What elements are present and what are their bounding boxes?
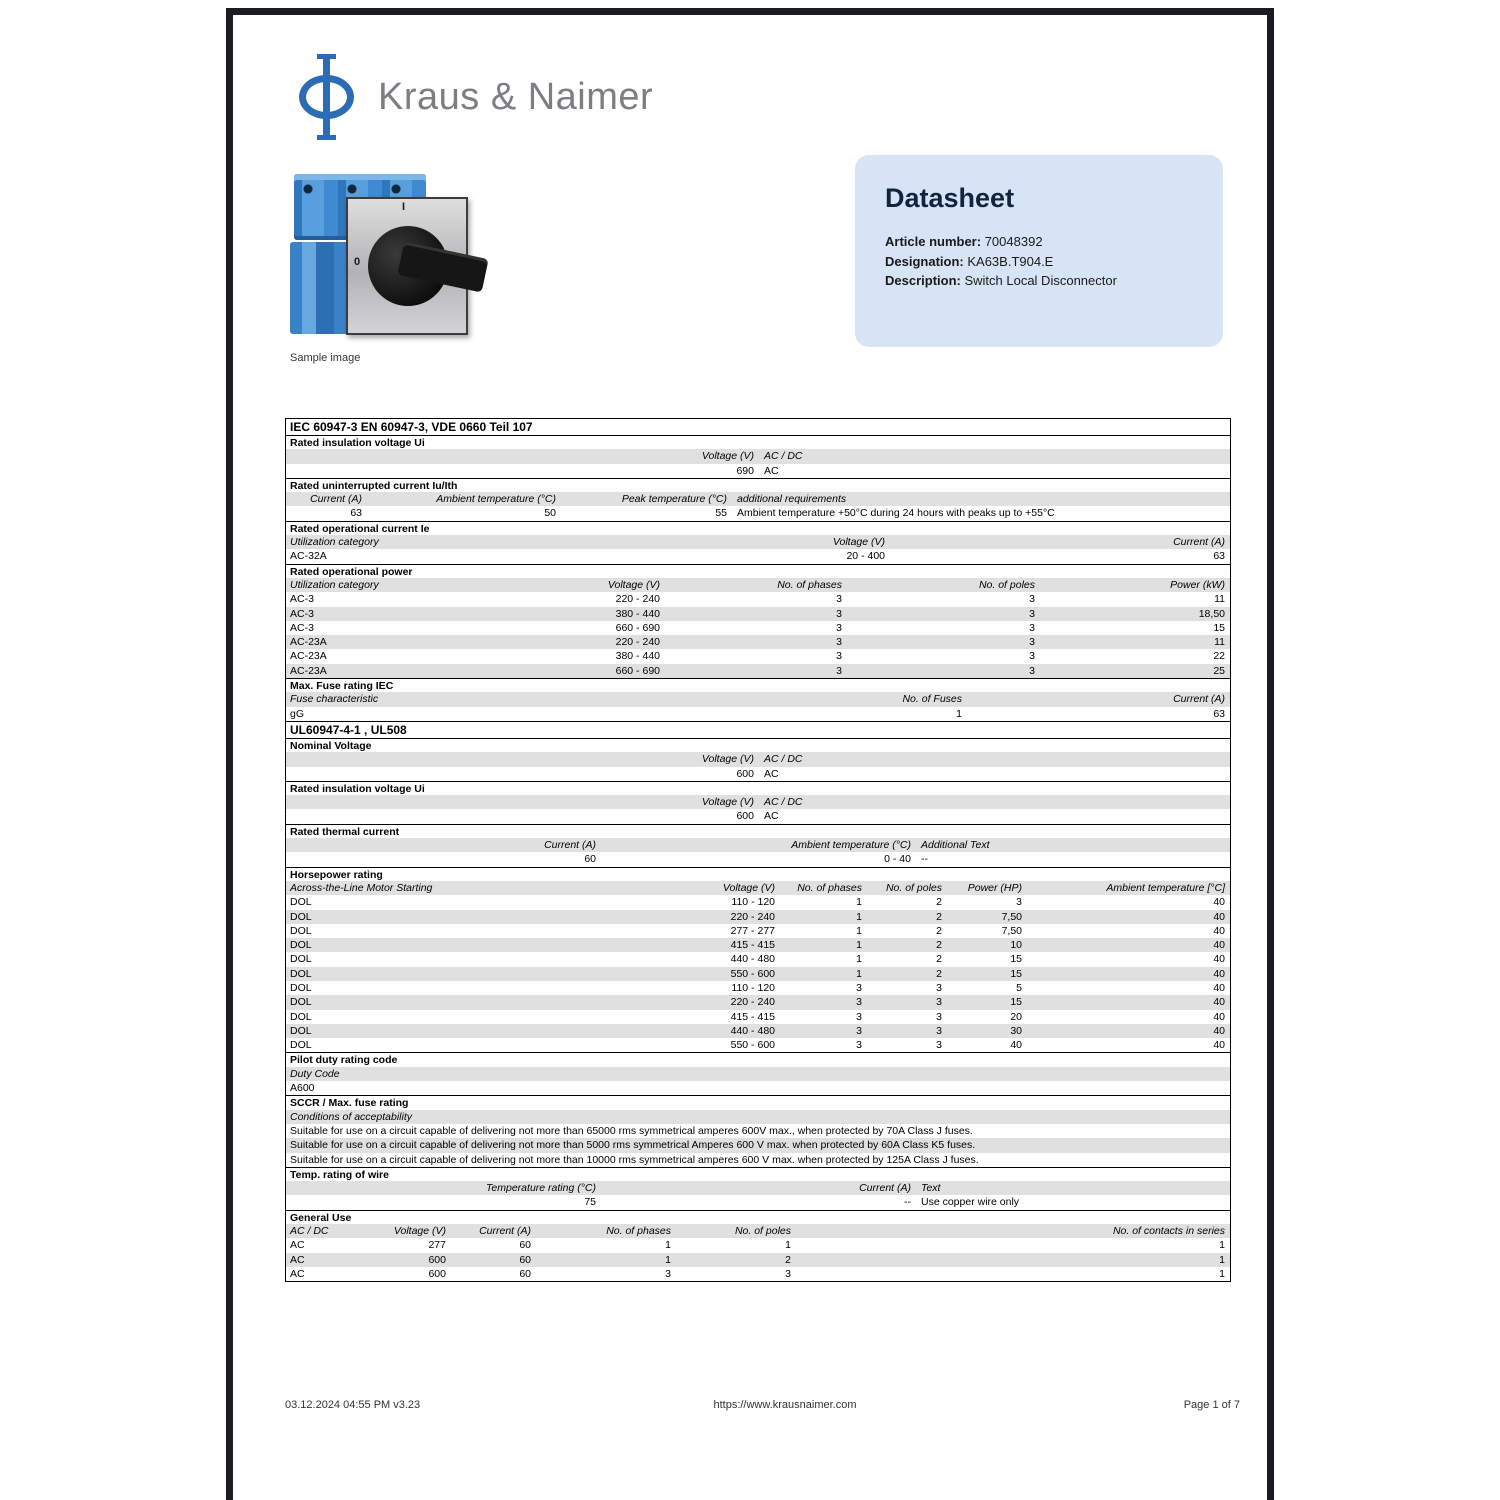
table-cell: 3 [836, 636, 842, 649]
table-cell: No. of contacts in series [1112, 1225, 1225, 1238]
table-data-row [286, 952, 1230, 966]
table-data-row [286, 1138, 1230, 1152]
table-data-row [286, 1024, 1230, 1038]
table-cell: 220 - 240 [730, 996, 775, 1009]
table-cell: 40 [1213, 1039, 1225, 1052]
table-subsection-header [286, 678, 1230, 692]
spec-table [285, 418, 1231, 1282]
table-cell: Text [921, 1182, 941, 1195]
table-data-row [286, 1267, 1230, 1281]
table-cell: 3 [1029, 621, 1035, 634]
table-cell: 600 [736, 767, 754, 780]
table-data-row [286, 635, 1230, 649]
datasheet-panel [855, 155, 1223, 347]
table-cell: 1 [856, 967, 862, 980]
table-cell: 220 - 240 [615, 593, 660, 606]
table-cell: Additional Text [921, 839, 990, 852]
table-cell: AC [290, 1253, 305, 1266]
table-cell: Duty Code [290, 1067, 340, 1080]
table-cell: AC-3 [290, 593, 314, 606]
table-cell: 40 [1213, 953, 1225, 966]
table-cell: Utilization category [290, 536, 379, 549]
table-data-row [286, 664, 1230, 678]
table-subsection-header [286, 867, 1230, 881]
table-data-row [286, 1124, 1230, 1138]
table-cell: Current (A) [859, 1182, 911, 1195]
table-cell: AC-23A [290, 650, 327, 663]
table-cell: 1 [856, 953, 862, 966]
table-cell: 40 [1213, 1024, 1225, 1037]
table-cell: 600 [428, 1253, 446, 1266]
table-cell: Rated operational power [290, 565, 413, 578]
table-cell: 63 [350, 507, 362, 520]
table-subsection-header [286, 781, 1230, 795]
table-cell: SCCR / Max. fuse rating [290, 1097, 409, 1110]
table-cell: 1 [956, 707, 962, 720]
table-cell: 2 [936, 924, 942, 937]
table-cell: 3 [836, 664, 842, 677]
table-cell: DOL [290, 981, 312, 994]
table-cell: UL60947-4-1 , UL508 [290, 722, 407, 737]
table-cell: Temp. rating of wire [290, 1168, 389, 1181]
table-cell: 3 [1029, 607, 1035, 620]
table-cell: 2 [936, 896, 942, 909]
table-column-header-row [286, 535, 1230, 549]
footer-page-number: Page 1 of 7 [1183, 1399, 1240, 1411]
table-cell: Current (A) [310, 493, 362, 506]
article-number-value: 70048392 [984, 234, 1043, 249]
brand-name: Kraus & Naimer [378, 75, 654, 118]
table-cell: 1 [785, 1239, 791, 1252]
table-cell: AC [290, 1239, 305, 1252]
table-data-row [286, 506, 1230, 520]
table-cell: 220 - 240 [730, 910, 775, 923]
table-cell: 380 - 440 [615, 650, 660, 663]
table-cell: AC-3 [290, 621, 314, 634]
product-photo [288, 170, 486, 348]
designation-field [885, 252, 1193, 272]
table-cell: 277 - 277 [730, 924, 775, 937]
table-cell: 40 [1213, 1010, 1225, 1023]
table-column-header-row [286, 838, 1230, 852]
table-cell: 3 [1029, 593, 1035, 606]
table-cell: A600 [290, 1082, 315, 1095]
table-cell: -- [904, 1196, 911, 1209]
table-cell: Use copper wire only [921, 1196, 1020, 1209]
table-section-title [286, 418, 1230, 435]
table-cell: Peak temperature (°C) [621, 493, 727, 506]
table-cell: 7,50 [1001, 910, 1022, 923]
table-subsection-header [286, 521, 1230, 535]
table-column-header-row [286, 578, 1230, 592]
table-cell: 3 [785, 1267, 791, 1280]
table-cell: DOL [290, 953, 312, 966]
table-column-header-row [286, 449, 1230, 463]
table-cell: General Use [290, 1211, 352, 1224]
table-data-row [286, 1081, 1230, 1095]
table-cell: 60 [519, 1267, 531, 1280]
table-cell: 660 - 690 [615, 664, 660, 677]
table-cell: DOL [290, 967, 312, 980]
table-cell: Rated insulation voltage Ui [290, 782, 425, 795]
table-subsection-header [286, 1167, 1230, 1181]
table-cell: 1 [1219, 1239, 1225, 1252]
terminal-screws [298, 180, 418, 198]
sample-image-caption: Sample image [290, 352, 361, 364]
table-cell: 550 - 600 [730, 967, 775, 980]
table-cell: 20 [1010, 1010, 1022, 1023]
table-cell: Utilization category [290, 578, 379, 591]
table-cell: 440 - 480 [730, 953, 775, 966]
table-cell: 5 [1016, 981, 1022, 994]
footer-url[interactable]: https://www.krausnaimer.com [713, 1399, 857, 1411]
table-cell: 11 [1214, 636, 1225, 649]
table-cell: DOL [290, 1010, 312, 1023]
table-cell: 3 [836, 593, 842, 606]
table-subsection-header [286, 478, 1230, 492]
table-cell: 110 - 120 [731, 981, 775, 994]
table-cell: 55 [715, 507, 727, 520]
table-cell: 60 [584, 853, 596, 866]
table-cell: 110 - 120 [731, 896, 775, 909]
table-cell: Ambient temperature +50°C during 24 hours with peaks up to +55°C [737, 507, 1055, 520]
table-data-row [286, 1238, 1230, 1252]
table-cell: Rated uninterrupted current Iu/Ith [290, 479, 458, 492]
table-data-row [286, 1010, 1230, 1024]
table-cell: 3 [936, 1010, 942, 1023]
table-data-row [286, 621, 1230, 635]
table-data-row [286, 910, 1230, 924]
table-cell: 3 [936, 1024, 942, 1037]
table-cell: No. of phases [797, 881, 862, 894]
table-cell: No. of Fuses [902, 693, 962, 706]
phi-logo-icon [292, 54, 360, 140]
table-data-row [286, 924, 1230, 938]
table-data-row [286, 592, 1230, 606]
table-data-row [286, 549, 1230, 563]
table-cell: 3 [936, 1039, 942, 1052]
table-column-header-row [286, 1067, 1230, 1081]
table-cell: 30 [1010, 1024, 1022, 1037]
description-label: Description: [885, 273, 961, 288]
table-cell: Voltage (V) [393, 1225, 446, 1238]
table-cell: 3 [856, 996, 862, 1009]
table-cell: 220 - 240 [615, 636, 660, 649]
table-column-header-row [286, 881, 1230, 895]
table-cell: Current (A) [544, 839, 596, 852]
table-cell: Horsepower rating [290, 868, 383, 881]
table-cell: Ambient temperature (°C) [791, 839, 911, 852]
table-cell: DOL [290, 939, 312, 952]
table-cell: 0 - 40 [884, 853, 911, 866]
table-column-header-row [286, 1110, 1230, 1124]
table-column-header-row [286, 492, 1230, 506]
table-cell: Voltage (V) [701, 753, 754, 766]
table-cell: AC / DC [764, 753, 803, 766]
table-cell: AC-23A [290, 636, 327, 649]
table-cell: 40 [1213, 896, 1225, 909]
table-cell: 690 [736, 464, 754, 477]
table-subsection-header [286, 564, 1230, 578]
table-cell: Nominal Voltage [290, 739, 372, 752]
table-cell: Rated insulation voltage Ui [290, 437, 425, 449]
table-subsection-header [286, 435, 1230, 449]
table-cell: 18,50 [1198, 607, 1225, 620]
table-cell: Ambient temperature (°C) [436, 493, 556, 506]
table-cell: IEC 60947-3 EN 60947-3, VDE 0660 Teil 107 [290, 420, 533, 434]
table-cell: 20 - 400 [846, 550, 885, 563]
designation-value: KA63B.T904.E [967, 253, 1054, 269]
table-cell: AC [764, 464, 779, 477]
table-data-row [286, 707, 1230, 721]
table-cell: 10 [1010, 939, 1022, 952]
table-cell: AC-32A [290, 550, 327, 563]
table-cell: 50 [544, 507, 556, 520]
table-cell: DOL [290, 1024, 312, 1037]
table-column-header-row [286, 1224, 1230, 1238]
table-column-header-row [286, 752, 1230, 766]
table-cell: Power (kW) [1170, 578, 1225, 591]
table-subsection-header [286, 1052, 1230, 1066]
table-cell: 440 - 480 [730, 1024, 775, 1037]
table-cell: AC [290, 1267, 305, 1280]
table-subsection-header [286, 1210, 1230, 1224]
table-cell: Pilot duty rating code [290, 1054, 398, 1067]
table-cell: 3 [936, 981, 942, 994]
table-cell: 40 [1213, 910, 1225, 923]
table-cell: 600 [428, 1267, 446, 1280]
table-data-row [286, 938, 1230, 952]
table-cell: Voltage (V) [701, 450, 754, 463]
table-cell: DOL [290, 1039, 312, 1052]
table-cell: 415 - 415 [730, 939, 775, 952]
table-cell: 3 [836, 621, 842, 634]
description-field [885, 271, 1193, 291]
table-data-row [286, 895, 1230, 909]
table-data-row [286, 1038, 1230, 1052]
table-cell: 3 [856, 1010, 862, 1023]
table-subsection-header [286, 738, 1230, 752]
table-cell: DOL [290, 896, 312, 909]
table-cell: Suitable for use on a circuit capable of delivering not more than 5000 rms symmetrical Amperes 600 V max. when protected by 60A Class K5 fuses. [290, 1139, 976, 1152]
table-data-row [286, 607, 1230, 621]
table-data-row [286, 1195, 1230, 1209]
table-cell: 2 [936, 910, 942, 923]
table-cell: 277 [428, 1239, 446, 1252]
table-column-header-row [286, 795, 1230, 809]
table-cell: 1 [1219, 1267, 1225, 1280]
table-data-row [286, 809, 1230, 823]
table-cell: 2 [785, 1253, 791, 1266]
table-data-row [286, 464, 1230, 478]
table-cell: 660 - 690 [615, 621, 660, 634]
table-data-row [286, 1253, 1230, 1267]
table-subsection-header [286, 1095, 1230, 1109]
table-cell: 550 - 600 [730, 1039, 775, 1052]
plate-marking-on: I [402, 201, 406, 213]
table-cell: Voltage (V) [832, 536, 885, 549]
table-cell: No. of phases [606, 1225, 671, 1238]
table-data-row [286, 852, 1230, 866]
table-cell: 380 - 440 [615, 607, 660, 620]
table-cell: Rated thermal current [290, 825, 400, 838]
table-cell: No. of poles [978, 578, 1035, 591]
table-cell: No. of poles [734, 1225, 791, 1238]
table-cell: 1 [665, 1239, 671, 1252]
table-data-row [286, 649, 1230, 663]
table-cell: Suitable for use on a circuit capable of delivering not more than 65000 rms symmetrical amperes 600V max., when protected by 70A Class J fuses. [290, 1124, 973, 1137]
plate-marking-off: 0 [354, 256, 361, 268]
table-cell: Current (A) [479, 1225, 531, 1238]
table-cell: 3 [1029, 664, 1035, 677]
table-cell: 2 [936, 967, 942, 980]
table-cell: AC [764, 810, 779, 823]
description-value: Switch Local Disconnector [964, 273, 1117, 288]
table-cell: 11 [1214, 593, 1225, 606]
table-section-title [286, 721, 1230, 738]
table-cell: 63 [1213, 550, 1225, 563]
table-cell: DOL [290, 996, 312, 1009]
table-cell: 40 [1213, 967, 1225, 980]
table-cell: 40 [1213, 939, 1225, 952]
table-cell: 3 [665, 1267, 671, 1280]
table-column-header-row [286, 692, 1230, 706]
table-cell: No. of poles [885, 881, 942, 894]
panel-title: Datasheet [885, 183, 1015, 213]
table-cell: 3 [936, 996, 942, 1009]
table-cell: 2 [936, 939, 942, 952]
table-data-row [286, 995, 1230, 1009]
designation-label: Designation: [885, 253, 964, 269]
table-cell: 3 [1029, 650, 1035, 663]
table-cell: Conditions of acceptability [290, 1110, 412, 1123]
article-number-field [885, 232, 1193, 252]
table-cell: Voltage (V) [722, 881, 775, 894]
table-cell: 75 [584, 1196, 596, 1209]
table-cell: 15 [1010, 967, 1022, 980]
table-cell: 3 [836, 650, 842, 663]
table-cell: 415 - 415 [730, 1010, 775, 1023]
table-cell: 60 [519, 1253, 531, 1266]
table-cell: Ambient temperature [°C] [1106, 881, 1225, 894]
table-cell: 3 [856, 981, 862, 994]
table-cell: No. of phases [777, 578, 842, 591]
table-cell: Across-the-Line Motor Starting [290, 881, 433, 894]
table-cell: Suitable for use on a circuit capable of delivering not more than 10000 rms symmetrical amperes 600 V max. when protected by 125A Class J fuses. [290, 1153, 979, 1166]
brand-logo [292, 52, 653, 142]
table-cell: AC / DC [764, 450, 803, 463]
table-cell: 63 [1213, 707, 1225, 720]
table-cell: AC / DC [764, 796, 803, 809]
table-cell: AC [764, 767, 779, 780]
table-cell: 40 [1213, 996, 1225, 1009]
table-data-row [286, 1153, 1230, 1167]
table-cell: Voltage (V) [701, 796, 754, 809]
table-cell: gG [290, 707, 305, 720]
table-cell: Fuse characteristic [290, 693, 379, 706]
table-cell: 600 [736, 810, 754, 823]
table-cell: 3 [856, 1024, 862, 1037]
table-cell: 1 [1219, 1253, 1225, 1266]
table-cell: DOL [290, 924, 312, 937]
table-cell: 15 [1010, 953, 1022, 966]
table-cell: AC-3 [290, 607, 314, 620]
table-column-header-row [286, 1181, 1230, 1195]
table-cell: Current (A) [1173, 536, 1225, 549]
table-cell: -- [921, 853, 928, 866]
table-cell: AC / DC [290, 1225, 329, 1238]
table-cell: 1 [856, 910, 862, 923]
table-cell: Current (A) [1173, 693, 1225, 706]
table-cell: Power (HP) [967, 881, 1022, 894]
table-cell: 40 [1213, 981, 1225, 994]
table-cell: 3 [836, 607, 842, 620]
table-cell: Rated operational current Ie [290, 522, 430, 535]
table-cell: 25 [1213, 664, 1225, 677]
table-cell: DOL [290, 910, 312, 923]
table-cell: 1 [856, 896, 862, 909]
table-cell: 7,50 [1001, 924, 1022, 937]
table-cell: 22 [1213, 650, 1225, 663]
table-cell: 15 [1213, 621, 1225, 634]
table-cell: Voltage (V) [607, 578, 660, 591]
footer-timestamp: 03.12.2024 04:55 PM v3.23 [285, 1399, 421, 1411]
table-cell: 40 [1010, 1039, 1022, 1052]
table-cell: 1 [856, 924, 862, 937]
table-cell: Max. Fuse rating IEC [290, 680, 394, 693]
table-data-row [286, 967, 1230, 981]
table-cell: additional requirements [737, 493, 847, 506]
table-data-row [286, 767, 1230, 781]
table-cell: 3 [856, 1039, 862, 1052]
table-cell: 3 [1016, 896, 1022, 909]
table-cell: AC-23A [290, 664, 327, 677]
table-cell: 1 [665, 1253, 671, 1266]
table-cell: 3 [1029, 636, 1035, 649]
table-cell: Temperature rating (°C) [485, 1182, 596, 1195]
table-cell: 60 [519, 1239, 531, 1252]
table-cell: 40 [1213, 924, 1225, 937]
article-number-label: Article number: [885, 234, 982, 249]
table-cell: 1 [856, 939, 862, 952]
table-subsection-header [286, 824, 1230, 838]
table-cell: 2 [936, 953, 942, 966]
table-cell: 15 [1010, 996, 1022, 1009]
table-data-row [286, 981, 1230, 995]
